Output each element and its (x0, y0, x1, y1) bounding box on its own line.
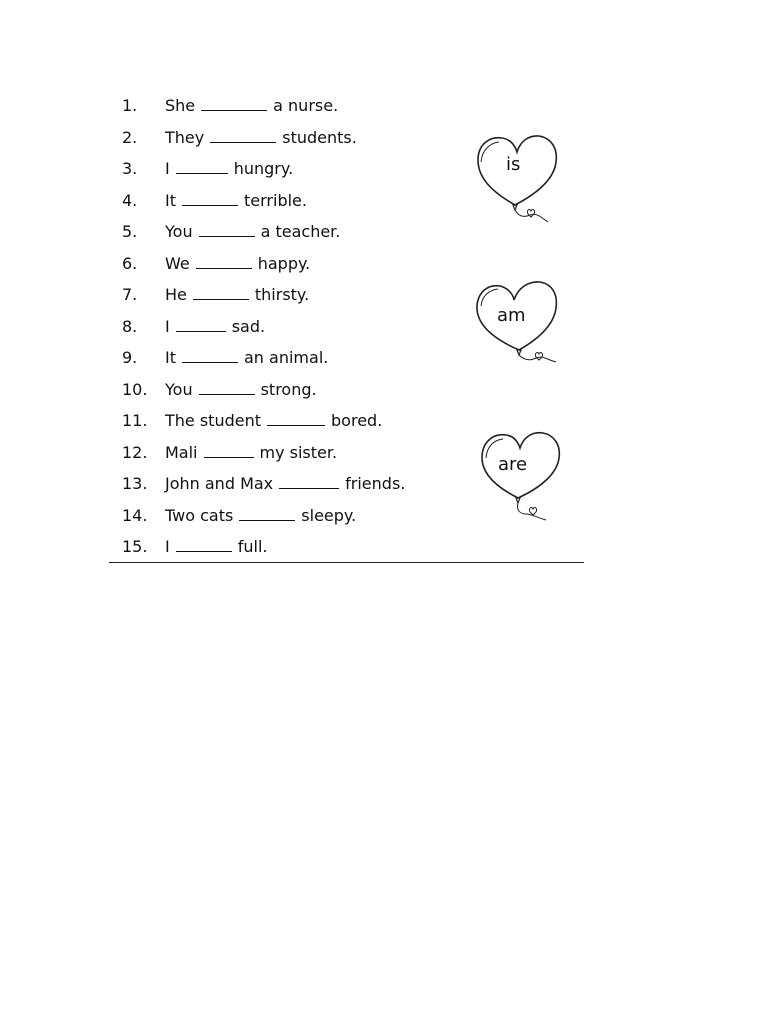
item-number: 9. (122, 348, 138, 367)
sentence-text (165, 219, 340, 245)
sentence-text (165, 282, 309, 308)
sentence-predicate: a teacher. (260, 222, 341, 241)
item-number: 2. (122, 127, 138, 147)
answer-blank[interactable] (239, 504, 295, 521)
sentence-subject: Two cats (165, 505, 234, 525)
item-number: 4. (122, 190, 138, 210)
sentence-subject: We (165, 253, 190, 273)
sentence-text (165, 440, 337, 466)
sentence-text (165, 345, 328, 371)
sentence-text (165, 471, 405, 497)
sentence-predicate: hungry. (233, 159, 294, 178)
balloon-label-am: am (497, 305, 526, 326)
sentence-subject: She (165, 96, 196, 115)
sentence-predicate: happy. (257, 253, 311, 273)
item-number: 3. (122, 159, 138, 178)
item-number: 5. (122, 222, 138, 241)
item-number: 14. (122, 505, 148, 525)
answer-blank[interactable] (176, 157, 228, 174)
sentence-subject: You (165, 379, 193, 399)
answer-blank[interactable] (267, 409, 325, 426)
answer-blank[interactable] (199, 378, 255, 395)
item-number: 15. (122, 537, 148, 556)
sentence-predicate: an animal. (244, 348, 329, 367)
sentence-predicate: a nurse. (273, 96, 339, 115)
answer-blank[interactable] (210, 126, 276, 143)
sentence-text (165, 125, 357, 151)
sentence-text (165, 408, 382, 434)
answer-blank[interactable] (204, 441, 254, 458)
sentence-predicate: sleepy. (301, 505, 357, 525)
answer-blank[interactable] (176, 315, 226, 332)
sentence-text (165, 156, 293, 182)
item-number: 7. (122, 285, 138, 304)
sentence-predicate: strong. (260, 379, 317, 399)
heart-balloon-am (472, 278, 567, 373)
sentence-predicate: thirsty. (254, 285, 310, 304)
answer-blank[interactable] (279, 472, 339, 489)
sentence-text (165, 377, 317, 403)
sentence-text (165, 188, 307, 214)
item-number: 11. (122, 411, 148, 430)
sentence-subject: I (165, 537, 170, 556)
heart-balloon-icon (472, 130, 562, 230)
sentence-text (165, 503, 356, 529)
divider-line (109, 562, 584, 563)
item-number: 1. (122, 96, 138, 115)
sentence-text (165, 251, 310, 277)
sentence-subject: John and Max (165, 474, 274, 493)
item-number: 8. (122, 316, 138, 336)
sentence-subject: They (165, 127, 205, 147)
sentence-text (165, 534, 267, 560)
sentence-subject: He (165, 285, 187, 304)
item-number: 12. (122, 442, 148, 462)
item-number: 10. (122, 379, 148, 399)
sentence-subject: It (165, 348, 176, 367)
item-number: 6. (122, 253, 138, 273)
answer-blank[interactable] (201, 94, 267, 111)
sentence-predicate: sad. (231, 316, 266, 336)
sentence-subject: You (165, 222, 193, 241)
sentence-text (165, 93, 338, 119)
sentence-predicate: friends. (345, 474, 406, 493)
answer-blank[interactable] (199, 220, 255, 237)
sentence-predicate: full. (237, 537, 268, 556)
answer-blank[interactable] (182, 189, 238, 206)
answer-blank[interactable] (196, 252, 252, 269)
balloon-label-are: are (498, 454, 528, 475)
sentence-subject: It (165, 190, 176, 210)
heart-balloon-are (476, 428, 566, 528)
heart-balloon-icon (472, 278, 567, 373)
heart-balloon-is (472, 130, 562, 230)
answer-blank[interactable] (193, 283, 249, 300)
sentence-predicate: terrible. (244, 190, 307, 210)
heart-balloon-icon (476, 428, 566, 528)
sentence-text (165, 314, 265, 340)
answer-blank[interactable] (176, 535, 232, 552)
sentence-predicate: my sister. (259, 442, 338, 462)
answer-blank[interactable] (182, 346, 238, 363)
balloon-label-is: is (506, 154, 521, 175)
item-number: 13. (122, 474, 148, 493)
sentence-subject: I (165, 316, 170, 336)
sentence-predicate: bored. (331, 411, 383, 430)
sentence-subject: Mali (165, 442, 198, 462)
sentence-predicate: students. (282, 127, 357, 147)
sentence-subject: The student (165, 411, 262, 430)
sentence-subject: I (165, 159, 170, 178)
